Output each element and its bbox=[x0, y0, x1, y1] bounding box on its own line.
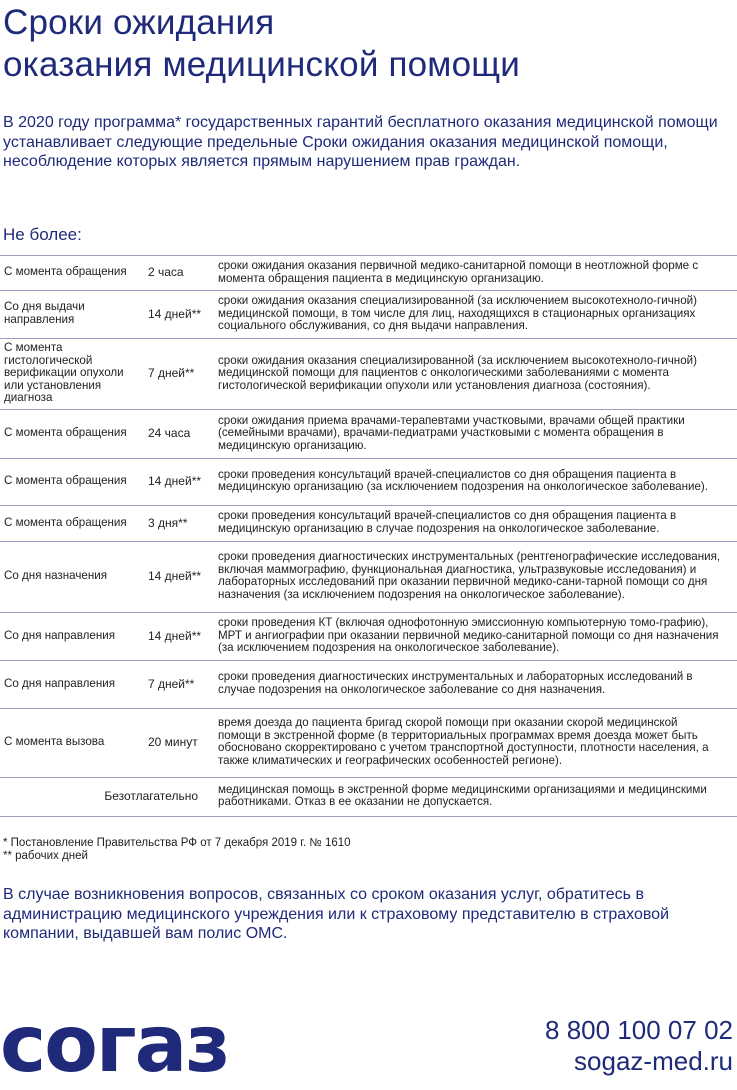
row-desc: сроки ожидания оказания специализированной (за исключением высокотехноло-гичной) медицинской помощи для пациентов с онкологическими заболеваниями с момента гистологической верификации опухоли или установления диагноза (состояния). bbox=[218, 339, 737, 410]
row-desc: время доезда до пациента бригад скорой помощи при оказании скорой медицинской помощи в экстренной форме (в территориальных программах время доезда может быть обосновано скорректировано с учетом транспортной доступности, плотности населения, а также климатических и географических особенностей регионе). bbox=[218, 708, 737, 777]
row-term: 3 дня** bbox=[148, 505, 218, 541]
row-from: Со дня направления bbox=[0, 660, 148, 708]
row-from: С момента обращения bbox=[0, 505, 148, 541]
row-desc: сроки проведения консультаций врачей-специалистов со дня обращения пациента в медицинскую организацию (за исключением подозрения на онкологическое заболевание). bbox=[218, 458, 737, 505]
row-from: Со дня направления bbox=[0, 612, 148, 660]
row-term: 2 часа bbox=[148, 256, 218, 291]
row-desc: сроки проведения консультаций врачей-специалистов со дня обращения пациента в медицинскую организацию в случае подозрения на онкологическое заболевание. bbox=[218, 505, 737, 541]
table-row bbox=[0, 256, 737, 291]
row-term: 20 минут bbox=[148, 708, 218, 777]
table-row bbox=[0, 612, 737, 660]
contact-block bbox=[545, 1015, 733, 1077]
row-from: С момента обращения bbox=[0, 409, 148, 458]
row-desc: сроки проведения КТ (включая однофотонную эмиссионную компьютерную томо-графию), МРТ и ангиографии при оказании первичной медико-санитарной помощи со дня назначения (за исключением подозрения на онкологическое заболевание). bbox=[218, 612, 737, 660]
row-term: 14 дней** bbox=[148, 612, 218, 660]
row-term: Безотлагательно bbox=[0, 777, 218, 816]
row-from: С момента гистологической верификации опухоли или установления диагноза bbox=[0, 339, 148, 410]
row-desc: сроки проведения диагностических инструментальных (рентгенографические исследования, включая маммографию, функциональная диагностика, ультразвуковые исследования) и лабораторных исследований при оказании первичной медико-сани-тарной помощи со дня назначения (за исключением подозрения на онкологическое заболевание). bbox=[218, 541, 737, 612]
table-row bbox=[0, 291, 737, 339]
sogaz-logo bbox=[0, 1000, 290, 1090]
row-term: 14 дней** bbox=[148, 541, 218, 612]
website-link[interactable]: sogaz-med.ru bbox=[574, 1046, 733, 1076]
row-term: 14 дней** bbox=[148, 458, 218, 505]
closing-paragraph: В случае возникновения вопросов, связанных со сроком оказания услуг, обратитесь в администрацию медицинского учреждения или к страховому представителю в страховой компании, выдавшей вам полис ОМС. bbox=[3, 886, 670, 942]
footnote-1: * Постановление Правительства РФ от 7 декабря 2019 г. № 1610 bbox=[3, 837, 351, 849]
title-line-1: Сроки ожидания bbox=[3, 3, 275, 42]
logo-text: согаз bbox=[0, 1000, 229, 1090]
title-line-2: оказания медицинской помощи bbox=[3, 45, 520, 84]
row-desc: сроки ожидания оказания первичной медико-санитарной помощи в неотложной форме с момента обращения пациента в медицинскую организацию. bbox=[218, 256, 737, 291]
row-desc: сроки ожидания приема врачами-терапевтами участковыми, врачами общей практики (семейными врачами), врачами-педиатрами участковыми с момента обращения в медицинскую организацию. bbox=[218, 409, 737, 458]
page-title bbox=[3, 2, 520, 86]
row-term: 7 дней** bbox=[148, 660, 218, 708]
row-from: С момента обращения bbox=[0, 256, 148, 291]
row-from: Со дня выдачи направления bbox=[0, 291, 148, 339]
intro-paragraph: В 2020 году программа* государственных гарантий бесплатного оказания медицинской помощи устанавливает следующие предельные Сроки ожидания оказания медицинской помощи, несоблюдение которых является прямым нарушением прав граждан. bbox=[3, 114, 718, 170]
deadlines-table bbox=[0, 255, 737, 817]
footnote-2: ** рабочих дней bbox=[3, 849, 88, 862]
row-from: С момента обращения bbox=[0, 458, 148, 505]
row-term: 7 дней** bbox=[148, 339, 218, 410]
row-desc: сроки проведения диагностических инструментальных и лабораторных исследований в случае подозрения на онкологическое заболевание со дня назначения. bbox=[218, 660, 737, 708]
table-row bbox=[0, 505, 737, 541]
table-row bbox=[0, 660, 737, 708]
row-from: С момента вызова bbox=[0, 708, 148, 777]
row-term: 14 дней** bbox=[148, 291, 218, 339]
row-from: Со дня назначения bbox=[0, 541, 148, 612]
row-term: 24 часа bbox=[148, 409, 218, 458]
phone-number: 8 800 100 07 02 bbox=[545, 1015, 733, 1045]
row-desc: сроки ожидания оказания специализированной (за исключением высокотехноло-гичной) медицинской помощи, в том числе для лиц, находящихся в стационарных организациях социального обслуживания, со дня выдачи направления. bbox=[218, 291, 737, 339]
table-row bbox=[0, 708, 737, 777]
table-row bbox=[0, 339, 737, 410]
table-row bbox=[0, 777, 737, 816]
table-row bbox=[0, 409, 737, 458]
footnotes bbox=[3, 837, 351, 862]
subheading: Не более: bbox=[3, 225, 82, 244]
table-row bbox=[0, 541, 737, 612]
row-desc: медицинская помощь в экстренной форме медицинскими организациями и медицинскими работниками. Отказ в ее оказании не допускается. bbox=[218, 777, 737, 816]
table-row bbox=[0, 458, 737, 505]
